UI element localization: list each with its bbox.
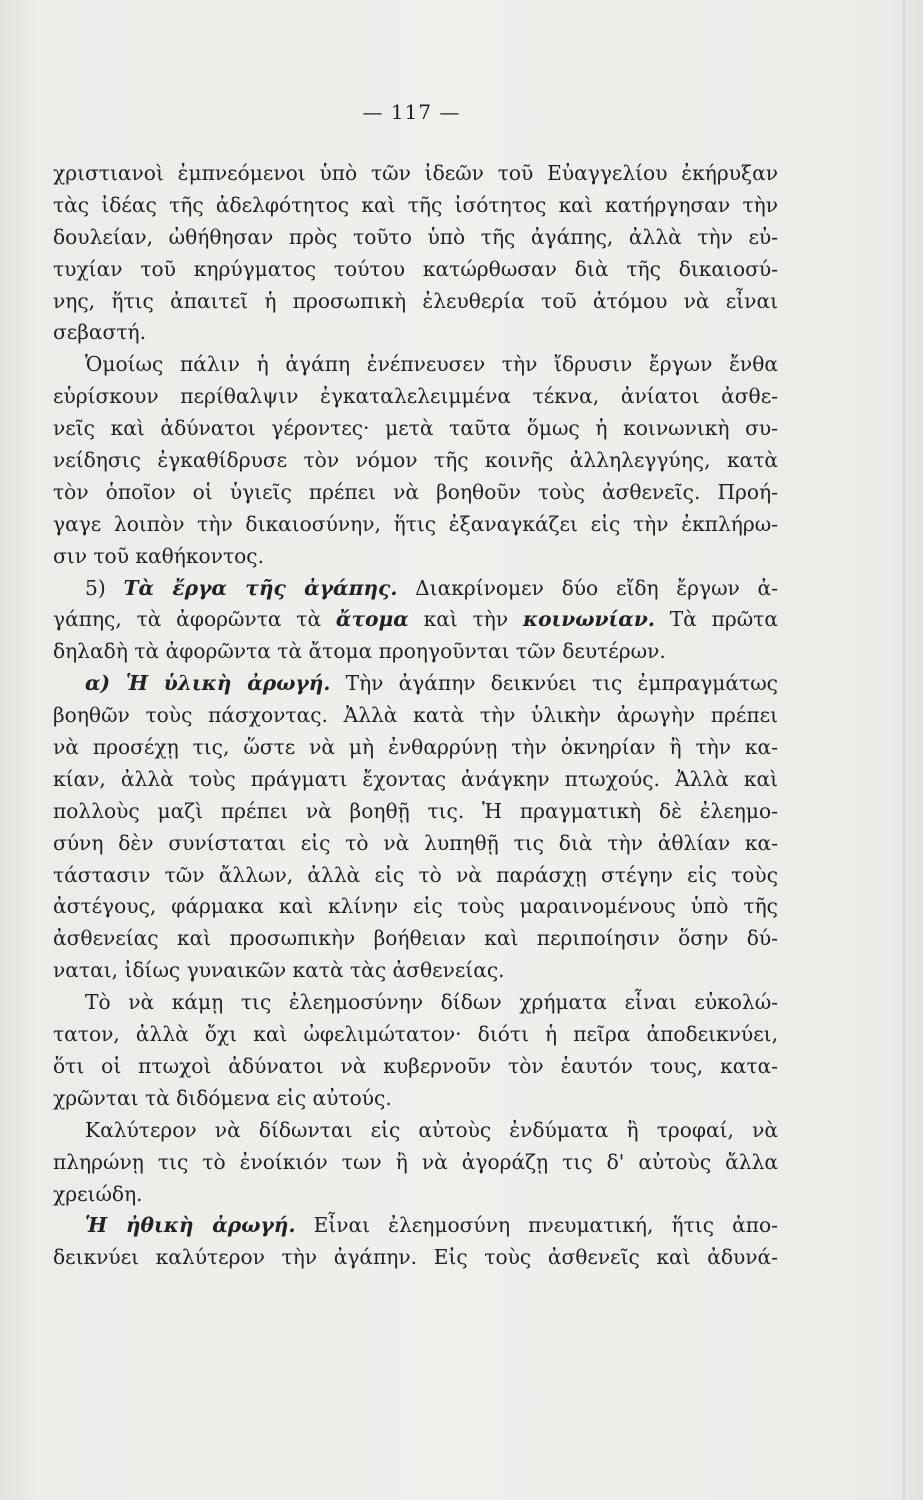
text-line: [53, 796, 778, 828]
text-run: χρειώδη.: [53, 1181, 143, 1206]
text-line: [53, 1147, 778, 1179]
text-line: [53, 573, 778, 605]
text-run: Τὰ πρῶτα: [654, 607, 778, 632]
text-run: 5): [85, 575, 124, 600]
text-line: [53, 955, 778, 987]
text-run: δουλείαν, ὠθήθησαν πρὸς τοῦτο ὑπὸ τῆς ἀγάπης, ἀλλὰ τὴν εὐ-: [53, 224, 778, 249]
text-run: σιν τοῦ καθήκοντος.: [53, 543, 264, 568]
text-line: [53, 828, 778, 860]
text-line: [53, 509, 778, 541]
text-run: καὶ τὴν: [408, 607, 523, 632]
text-run: ὅτι οἱ πτωχοὶ ἀδύνατοι νὰ κυβερνοῦν τὸν ἑαυτόν τους, κατα-: [53, 1053, 778, 1078]
text-line: [53, 1083, 778, 1115]
text-line: [53, 222, 778, 254]
text-line: [53, 413, 778, 445]
text-run: Εἶναι ἐλεημοσύνη πνευματική, ἥτις ἀπο-: [295, 1213, 778, 1238]
emphasized-text: ἄτομα: [335, 607, 409, 632]
text-run: Ὁμοίως πάλιν ἡ ἀγάπη ἐνέπνευσεν τὴν ἴδρυσιν ἔργων ἔνθα: [85, 352, 778, 377]
text-run: Τὸ νὰ κάμῃ τις ἐλεημοσύνην δίδων χρήματα εἶναι εὐκολώ-: [85, 990, 778, 1015]
page-spine-shadow: [903, 0, 905, 1500]
text-line: [53, 381, 778, 413]
text-run: δηλαδὴ τὰ ἀφορῶντα τὰ ἄτομα προηγοῦνται τῶν δευτέρων.: [53, 639, 666, 664]
emphasized-text: α) Ἡ ὑλικὴ ἀρωγή.: [85, 671, 331, 696]
text-line: [53, 477, 778, 509]
text-line: [53, 636, 778, 668]
text-run: νείδησις ἐγκαθίδρυσε τὸν νόμον τῆς κοινῆς ἀλληλεγγύης, κατὰ: [53, 448, 778, 473]
body-text: [53, 158, 778, 1274]
text-run: σεβαστή.: [53, 320, 147, 345]
text-line: [53, 317, 778, 349]
emphasized-text: Ἡ ἠθικὴ ἀρωγή.: [85, 1213, 296, 1238]
text-run: εὑρίσκουν περίθαλψιν ἐγκαταλελειμμένα τέκνα, ἀνίατοι ἀσθε-: [53, 384, 778, 409]
text-line: [53, 254, 778, 286]
text-run: νὰ προσέχῃ τις, ὥστε νὰ μὴ ἐνθαρρύνῃ τὴν ὀκνηρίαν ἢ τὴν κα-: [53, 735, 778, 760]
text-run: πληρώνῃ τις τὸ ἐνοίκιόν των ἢ νὰ ἀγοράζῃ τις δ' αὐτοὺς ἄλλα: [53, 1149, 778, 1174]
text-run: πολλοὺς μαζὶ πρέπει νὰ βοηθῇ τις. Ἡ πραγματικὴ δὲ ἐλεημο-: [53, 798, 778, 823]
text-line: [53, 764, 778, 796]
text-run: χρῶνται τὰ διδόμενα εἰς αὐτούς.: [53, 1085, 392, 1110]
text-run: τὸν ὁποῖον οἱ ὑγιεῖς πρέπει νὰ βοηθοῦν τοὺς ἀσθενεῖς. Προή-: [53, 479, 778, 504]
text-line: [53, 1179, 778, 1211]
text-run: βοηθῶν τοὺς πάσχοντας. Ἀλλὰ κατὰ τὴν ὑλικὴν ἀρωγὴν πρέπει: [53, 703, 778, 728]
text-line: [53, 1115, 778, 1147]
text-run: ναται, ἰδίως γυναικῶν κατὰ τὰς ἀσθενείας.: [53, 958, 505, 983]
text-line: [53, 923, 778, 955]
text-run: γάπης, τὰ ἀφορῶντα τὰ: [53, 607, 336, 632]
text-line: [53, 158, 778, 190]
text-line: [53, 891, 778, 923]
text-run: ἀστέγους, φάρμακα καὶ κλίνην εἰς τοὺς μαραινομένους ὑπὸ τῆς: [53, 894, 778, 919]
text-run: νης, ἥτις ἀπαιτεῖ ἡ προσωπικὴ ἐλευθερία τοῦ ἀτόμου νὰ εἶναι: [53, 288, 778, 313]
text-line: [53, 987, 778, 1019]
page-number: — 117 —: [362, 100, 461, 124]
text-line: [53, 732, 778, 764]
emphasized-text: Τὰ ἔργα τῆς ἀγάπης.: [123, 575, 398, 600]
text-run: σύνη δὲν συνίσταται εἰς τὸ νὰ λυπηθῇ τις διὰ τὴν ἀθλίαν κα-: [53, 830, 778, 855]
text-line: [53, 445, 778, 477]
text-line: [53, 668, 778, 700]
text-line: [53, 286, 778, 318]
text-line: [53, 1242, 778, 1274]
text-line: [53, 860, 778, 892]
text-line: [53, 700, 778, 732]
text-run: νεῖς καὶ ἀδύνατοι γέροντες· μετὰ ταῦτα ὅμως ἡ κοινωνικὴ συ-: [53, 416, 778, 441]
text-run: Διακρίνομεν δύο εἴδη ἔργων ἀ-: [397, 575, 778, 600]
text-run: τυχίαν τοῦ κηρύγματος τούτου κατώρθωσαν διὰ τῆς δικαιοσύ-: [53, 256, 778, 281]
text-line: [53, 1210, 778, 1242]
text-line: [53, 349, 778, 381]
text-run: τατον, ἀλλὰ ὄχι καὶ ὠφελιμώτατον· διότι ἡ πεῖρα ἀποδεικνύει,: [53, 1022, 778, 1047]
text-run: τὰς ἰδέας τῆς ἀδελφότητος καὶ τῆς ἰσότητος καὶ κατήργησαν τὴν: [53, 192, 778, 217]
text-line: [53, 541, 778, 573]
text-run: τάστασιν τῶν ἄλλων, ἀλλὰ εἰς τὸ νὰ παράσχῃ στέγην εἰς τοὺς: [53, 862, 778, 887]
text-run: ἀσθενείας καὶ προσωπικὴν βοήθειαν καὶ περιποίησιν ὅσην δύ-: [53, 926, 778, 951]
text-run: χριστιανοὶ ἐμπνεόμενοι ὑπὸ τῶν ἰδεῶν τοῦ Εὐαγγελίου ἐκήρυξαν: [53, 161, 778, 185]
text-run: δεικνύει καλύτερον τὴν ἀγάπην. Εἰς τοὺς ἀσθενεῖς καὶ ἀδυνά-: [53, 1245, 778, 1270]
text-line: [53, 1019, 778, 1051]
text-line: [53, 1051, 778, 1083]
text-line: [53, 190, 778, 222]
text-run: κίαν, ἀλλὰ τοὺς πράγματι ἔχοντας ἀνάγκην πτωχούς. Ἀλλὰ καὶ: [53, 766, 778, 791]
text-run: γαγε λοιπὸν τὴν δικαιοσύνην, ἥτις ἐξαναγκάζει εἰς τὴν ἐκπλήρω-: [53, 511, 778, 536]
text-run: Καλύτερον νὰ δίδωνται εἰς αὐτοὺς ἐνδύματα ἢ τροφαί, νὰ: [85, 1117, 778, 1142]
text-line: [53, 604, 778, 636]
text-run: Τὴν ἀγάπην δεικνύει τις ἐμπραγμάτως: [330, 671, 778, 696]
emphasized-text: κοινωνίαν.: [522, 607, 655, 632]
